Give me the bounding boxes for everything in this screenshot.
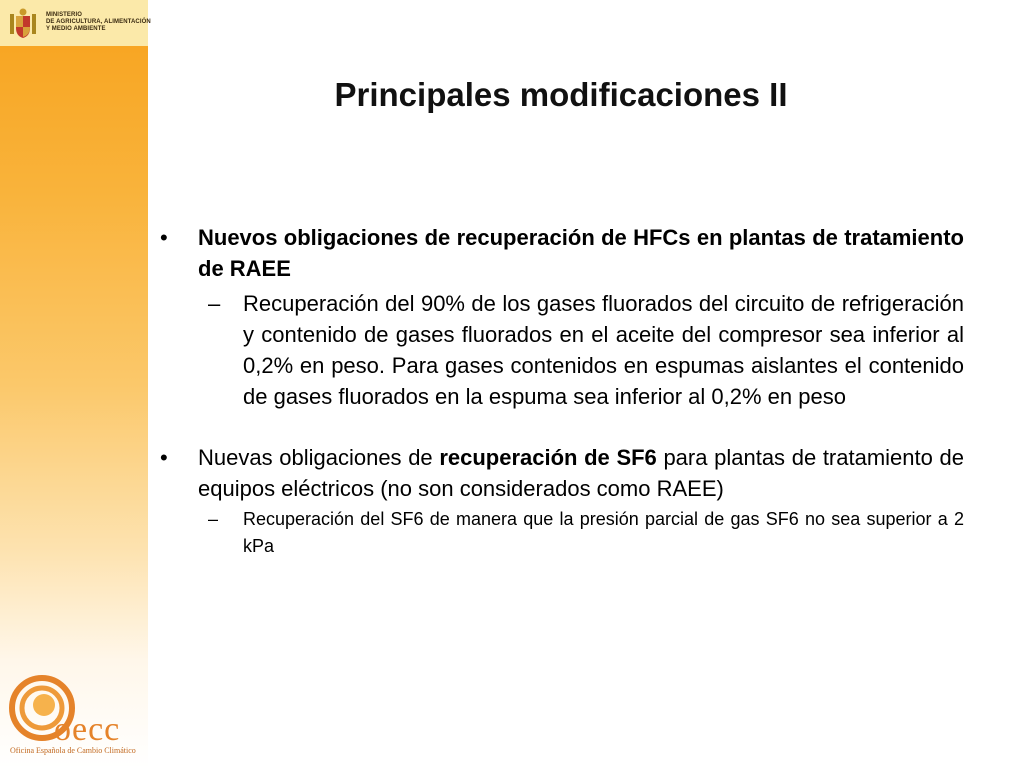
bullet-item (160, 222, 964, 284)
bullet-text (198, 442, 964, 504)
ministry-line: MINISTERIO (46, 12, 83, 18)
sub-bullet-item (208, 506, 964, 560)
coat-of-arms-icon (8, 8, 38, 40)
slide-content (160, 222, 964, 560)
bullet-icon: • (160, 225, 168, 250)
orange-sidebar (0, 0, 148, 768)
bullet-text (198, 222, 964, 284)
logo-name: oecc (54, 711, 121, 748)
bullet-bold-text: recuperación de SF6 (439, 445, 657, 470)
bullet-item (160, 442, 964, 504)
bullet-text-part: para plantas de tratamiento de equipos eléctricos (no son considerados como RAEE) (198, 445, 964, 501)
ministry-line: DE AGRICULTURA, ALIMENTACIÓN (46, 19, 151, 25)
ministry-name (46, 12, 151, 33)
ministry-header (0, 0, 151, 46)
sub-bullet-text: Recuperación del 90% de los gases fluorados del circuito de refrigeración y contenido de gases fluorados en el aceite del compresor sea inferior al 0,2% en peso. Para gases contenidos en espumas aislantes el contenido de gases fluorados en la espuma sea inferior al 0,2% en peso (243, 291, 964, 409)
dash-icon: – (208, 509, 219, 529)
ministry-line: Y MEDIO AMBIENTE (46, 26, 106, 32)
dash-icon: – (208, 291, 221, 316)
sub-bullet-text: Recuperación del SF6 de manera que la presión parcial de gas SF6 no sea superior a 2 kPa (243, 509, 964, 556)
logo-subtitle: Oficina Española de Cambio Climático (10, 746, 136, 755)
slide-title: Principales modificaciones II (334, 76, 788, 113)
bullet-bold-text: Nuevos obligaciones de recuperación de HFCs en plantas de tratamiento de RAEE (198, 225, 964, 281)
bullet-icon: • (160, 445, 168, 470)
sub-bullet-item (208, 288, 964, 412)
bullet-text-part: Nuevas obligaciones de (198, 445, 440, 470)
